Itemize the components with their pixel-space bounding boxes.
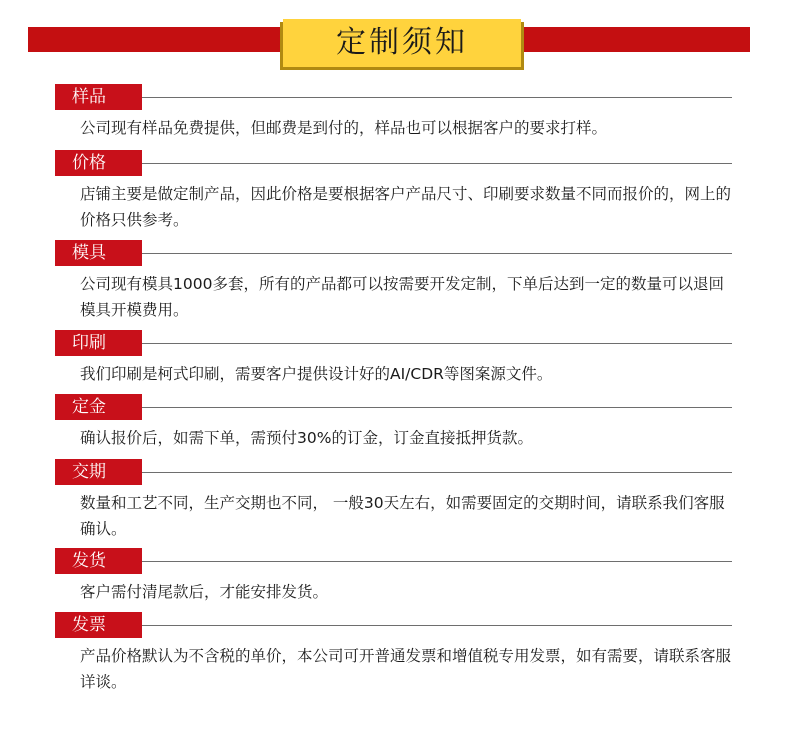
section-text: 公司现有模具1000多套，所有的产品都可以按需要开发定制，下单后达到一定的数量可以退回模具开模费用。: [80, 275, 724, 319]
section-divider: [142, 253, 732, 254]
section-text: 数量和工艺不同，生产交期也不同， 一般30天左右，如需要固定的交期时间，请联系我们客服确认。: [80, 494, 725, 538]
banner: [283, 19, 521, 67]
section-text: 店铺主要是做定制产品，因此价格是要根据客户产品尺寸、印刷要求数量不同而报价的，网上的价格只供参考。: [80, 185, 732, 229]
section-divider: [142, 561, 732, 562]
section-divider: [142, 343, 732, 344]
page-title: 定制须知: [336, 25, 468, 60]
section-text: 确认报价后，如需下单，需预付30%的订金，订金直接抵押货款。: [80, 429, 533, 447]
section-tag: 交期: [55, 459, 142, 485]
section-divider: [142, 625, 732, 626]
section-tag: 模具: [55, 240, 142, 266]
section-text: 客户需付清尾款后，才能安排发货。: [80, 583, 329, 601]
section-tag: 印刷: [55, 330, 142, 356]
banner-left-bar: [28, 27, 300, 52]
section-tag: 定金: [55, 394, 142, 420]
section-text: 产品价格默认为不含税的单价，本公司可开普通发票和增值税专用发票，如有需要，请联系客服详谈。: [80, 647, 732, 691]
section-divider: [142, 163, 732, 164]
section-tag: 样品: [55, 84, 142, 110]
section-text: 我们印刷是柯式印刷，需要客户提供设计好的AI/CDR等图案源文件。: [80, 365, 553, 383]
section-text: 公司现有样品免费提供，但邮费是到付的，样品也可以根据客户的要求打样。: [80, 119, 608, 137]
section-divider: [142, 407, 732, 408]
section-tag: 发货: [55, 548, 142, 574]
banner-right-bar: [512, 27, 750, 52]
section-tag: 价格: [55, 150, 142, 176]
section-divider: [142, 97, 732, 98]
section-tag: 发票: [55, 612, 142, 638]
section-divider: [142, 472, 732, 473]
